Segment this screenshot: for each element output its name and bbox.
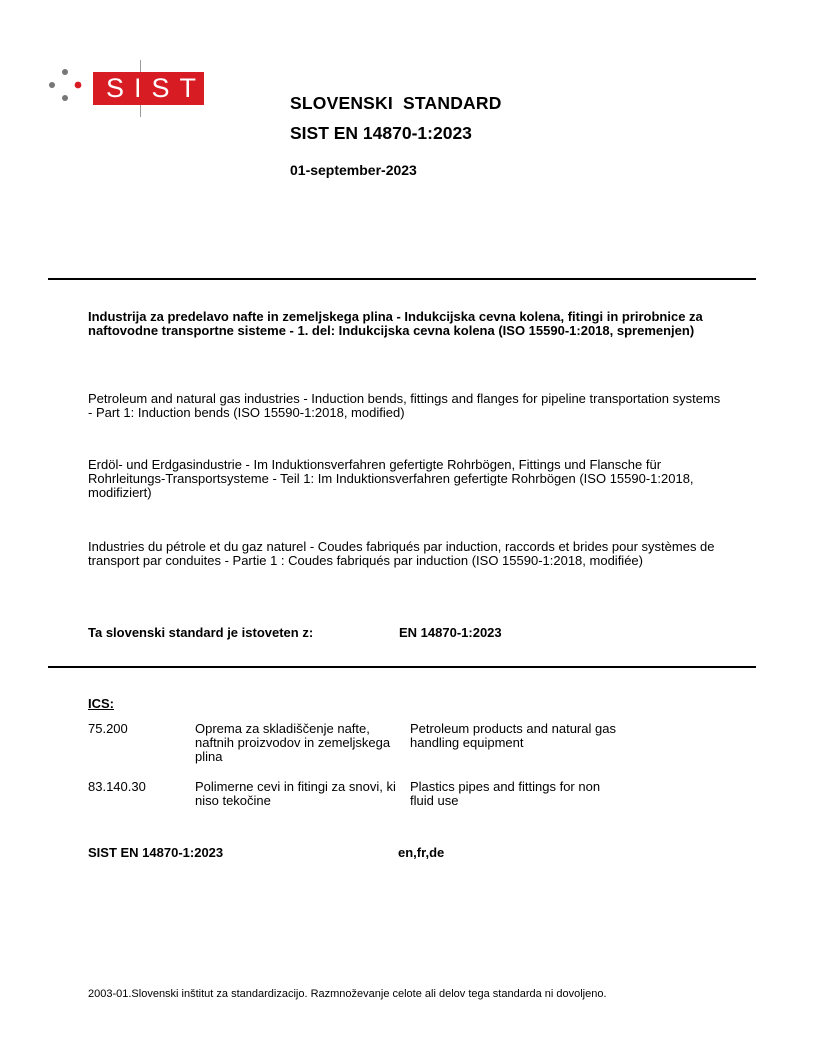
document-type-title: SLOVENSKI STANDARD xyxy=(290,93,502,113)
footer-languages: en,fr,de xyxy=(398,845,445,860)
identical-value: EN 14870-1:2023 xyxy=(399,625,502,640)
logo-dots-icon xyxy=(48,68,88,108)
title-german: Erdöl- und Erdgasindustrie - Im Induktionsverfahren gefertigte Rohrbögen, Fittings und Flansche für Rohrleitungs-Transportsysteme - Teil 1: Im Induktionsverfahren gefertigte Rohrbögen (ISO 15590-1:2018, modifiziert) xyxy=(88,457,694,500)
footer-standard-code: SIST EN 14870-1:2023 xyxy=(88,845,224,860)
divider-bottom xyxy=(48,666,756,668)
ics-code: 83.140.30 xyxy=(88,779,146,794)
title-english: Petroleum and natural gas industries - Induction bends, fittings and flanges for pipeline transportation systems - Part 1: Induction bends (ISO 15590-1:2018, modified) xyxy=(88,391,721,420)
ics-description-sl: Oprema za skladiščenje nafte, naftnih proizvodov in zemeljskega plina xyxy=(195,721,391,764)
sist-logo: SIST xyxy=(93,72,204,105)
standard-code: SIST EN 14870-1:2023 xyxy=(290,123,472,143)
ics-description-en: Petroleum products and natural gas handling equipment xyxy=(410,721,616,750)
identical-label: Ta slovenski standard je istoveten z: xyxy=(88,625,314,640)
title-slovenian: Industrija za predelavo nafte in zemeljskega plina - Indukcijska cevna kolena, fitingi in prirobnice za naftovodne transportne sisteme - 1. del: Indukcijska cevna kolena (ISO 15590-1:2018, spremenjen) xyxy=(88,309,703,338)
divider-top xyxy=(48,278,756,280)
ics-code: 75.200 xyxy=(88,721,128,736)
ics-description-sl: Polimerne cevi in fitingi za snovi, ki niso tekočine xyxy=(195,779,396,808)
ics-label: ICS: xyxy=(88,696,114,711)
ics-description-en: Plastics pipes and fittings for non fluid use xyxy=(410,779,601,808)
title-french: Industries du pétrole et du gaz naturel - Coudes fabriqués par induction, raccords et brides pour systèmes de transport par conduites - Partie 1 : Coudes fabriqués par induction (ISO 15590-1:2018, modifiée) xyxy=(88,539,715,568)
copyright-notice: 2003-01.Slovenski inštitut za standardizacijo. Razmnoževanje celote ali delov tega standarda ni dovoljeno. xyxy=(88,988,607,1000)
publication-date: 01-september-2023 xyxy=(290,162,417,178)
